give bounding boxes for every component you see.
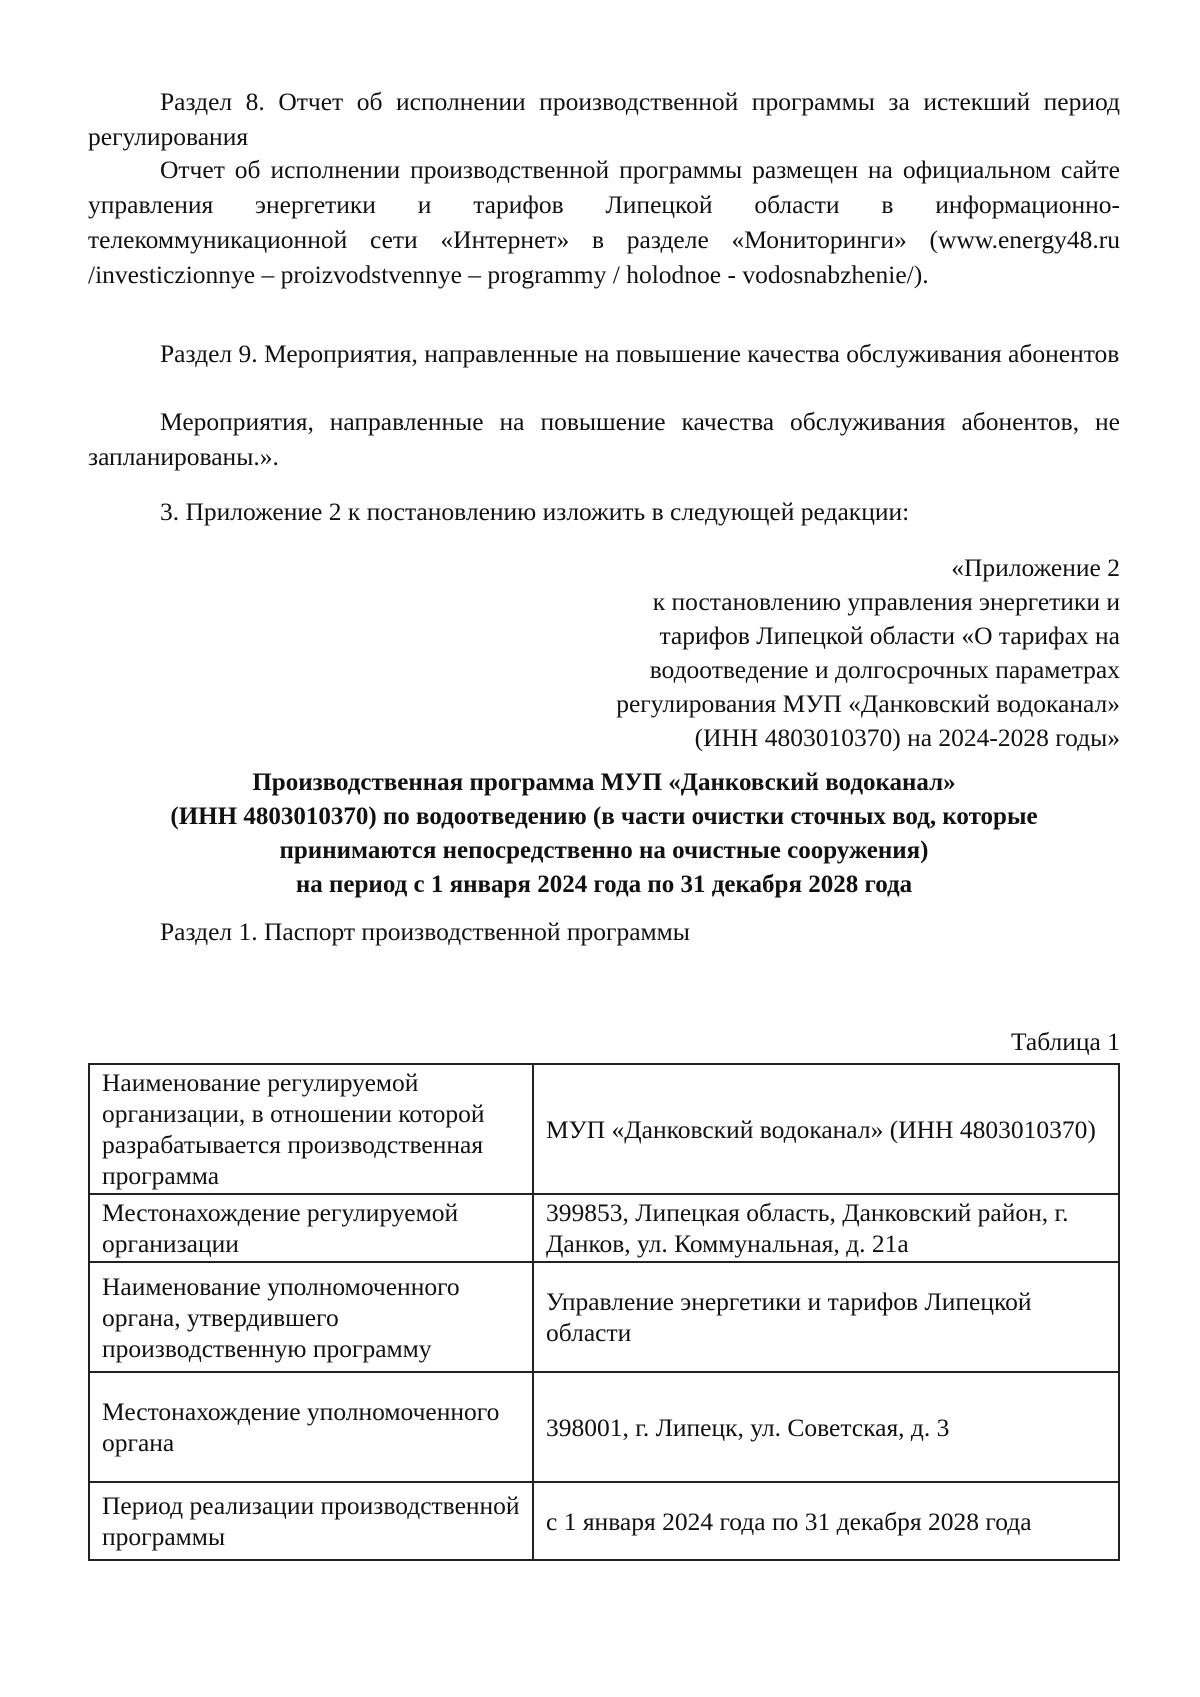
appendix-line-1: «Приложение 2 bbox=[951, 553, 1120, 582]
passport-table bbox=[88, 1063, 1120, 1561]
appendix-line-4: водоотведение и долгосрочных параметрах bbox=[649, 655, 1120, 684]
section9-heading: Раздел 9. Мероприятия, направленные на повышение качества обслуживания абонентов bbox=[160, 339, 1120, 368]
item-3: 3. Приложение 2 к постановлению изложить в следующей редакции: bbox=[160, 497, 910, 526]
table-cell-label: Местонахождение уполномоченного органа bbox=[89, 1372, 533, 1482]
table-row bbox=[89, 1194, 1119, 1262]
title-line-4: на период с 1 января 2024 года по 31 декабря 2028 года bbox=[295, 871, 913, 898]
appendix-line-5: регулирования МУП «Данковский водоканал» bbox=[616, 689, 1120, 718]
table-cell-label: Местонахождение регулируемой организации bbox=[89, 1194, 533, 1262]
table-cell-value: Управление энергетики и тарифов Липецкой области bbox=[533, 1262, 1119, 1372]
table-row bbox=[89, 1262, 1119, 1372]
table-cell-value: МУП «Данковский водоканал» (ИНН 4803010370) bbox=[533, 1064, 1119, 1194]
table-row bbox=[89, 1372, 1119, 1482]
title-line-3: принимаются непосредственно на очистные сооружения) bbox=[279, 837, 929, 864]
section8-body: Отчет об исполнении производственной программы размещен на официальном сайте управления энергетики и тарифов Липецкой области в информационно-телекоммуникационной сети «Интернет» в разделе «Мониторинги» (www.energy48.ru /investiczionnye – proizvodstvennye – programmy / holodnoe - vodosnabzhenie/). bbox=[88, 155, 1120, 289]
appendix-line-2: к постановлению управления энергетики и bbox=[652, 587, 1120, 616]
table-cell-label: Наименование уполномоченного органа, утвердившего производственную программу bbox=[89, 1262, 533, 1372]
table-cell-label: Наименование регулируемой организации, в отношении которой разрабатывается производственная программа bbox=[89, 1064, 533, 1194]
table-row bbox=[89, 1482, 1119, 1560]
table-cell-value: с 1 января 2024 года по 31 декабря 2028 года bbox=[533, 1482, 1119, 1560]
section1-heading: Раздел 1. Паспорт производственной программы bbox=[160, 917, 690, 946]
appendix-line-6: (ИНН 4803010370) на 2024-2028 годы» bbox=[694, 723, 1120, 752]
section8-heading: Раздел 8. Отчет об исполнении производственной программы за истекший период регулирования bbox=[88, 87, 1120, 151]
title-line-2: (ИНН 4803010370) по водоотведению (в части очистки сточных вод, которые bbox=[170, 803, 1038, 830]
appendix-reference bbox=[88, 551, 1120, 755]
table-cell-value: 398001, г. Липецк, ул. Советская, д. 3 bbox=[533, 1372, 1119, 1482]
title-line-1: Производственная программа МУП «Данковский водоканал» bbox=[252, 769, 956, 796]
appendix-line-3: тарифов Липецкой области «О тарифах на bbox=[659, 621, 1120, 650]
table-cell-value: 399853, Липецкая область, Данковский район, г. Данков, ул. Коммунальная, д. 21а bbox=[533, 1194, 1119, 1262]
program-title bbox=[88, 766, 1120, 902]
table-cell-label: Период реализации производственной программы bbox=[89, 1482, 533, 1560]
section9-body: Мероприятия, направленные на повышение качества обслуживания абонентов, не запланированы.». bbox=[88, 407, 1120, 471]
table-caption: Таблица 1 bbox=[1010, 1027, 1120, 1056]
table-row bbox=[89, 1064, 1119, 1194]
